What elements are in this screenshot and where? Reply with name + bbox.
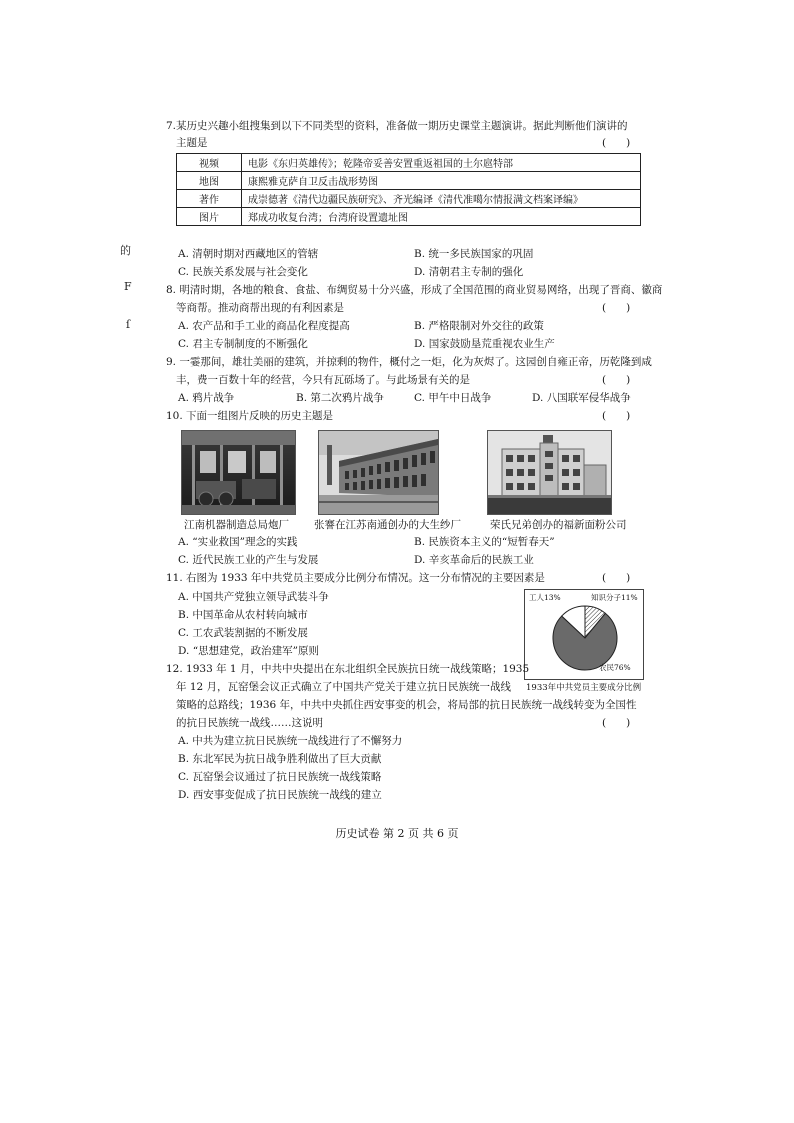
pie-slice-label: 工人13%	[529, 593, 561, 602]
q7-option-c: C. 民族关系发展与社会变化	[178, 266, 308, 278]
arsenal-factory-photo	[181, 430, 296, 515]
margin-mark: ſ	[126, 318, 131, 331]
margin-mark: F	[124, 280, 132, 293]
table-row	[177, 190, 641, 208]
pie-slice-label: 知识分子11%	[591, 593, 638, 602]
q9-option-a: A. 鸦片战争	[178, 392, 235, 404]
q12-line2: 年 12 月，瓦窑堡会议正式确立了中国共产党关于建立抗日民族统一战线	[176, 681, 512, 693]
q8-answer-paren: ( )	[602, 302, 631, 314]
q7-option-a: A. 清朝时期对西藏地区的管辖	[178, 248, 319, 260]
q8-stem-line1: 8. 明清时期，各地的粮食、食盐、布绸贸易十分兴盛，形成了全国范围的商业贸易网络，出现了晋商、徽商	[166, 284, 663, 296]
pie-slice-label: 农民76%	[599, 663, 631, 672]
fuxin-flour-mill-photo	[487, 430, 612, 515]
q10-answer-paren: ( )	[602, 410, 631, 422]
q12-line3: 策略的总路线；1936 年，中共中央抓住西安事变的机会，将局部的抗日民族统一战线转变为全国性	[176, 699, 637, 711]
q12-option-c: C. 瓦窑堡会议通过了抗日民族统一战线策略	[178, 771, 382, 783]
q8-option-a: A. 农产品和手工业的商品化程度提高	[178, 320, 350, 332]
photo-caption: 张謇在江苏南通创办的大生纱厂	[314, 519, 461, 531]
q7-option-d: D. 清朝君主专制的强化	[414, 266, 524, 278]
q7-stem-line2: 主题是	[176, 137, 208, 149]
q9-option-d: D. 八国联军侵华战争	[532, 392, 631, 404]
q8-option-c: C. 君主专制制度的不断强化	[178, 338, 308, 350]
q7-stem-line1: 7.某历史兴趣小组搜集到以下不同类型的资料，准备做一期历史课堂主题演讲。据此判断他们演讲的	[166, 120, 628, 132]
page-footer: 历史试卷 第 2 页 共 6 页	[335, 827, 459, 840]
table-cell-content: 郑成功收复台湾；台湾府设置遗址图	[242, 208, 641, 226]
q12-line4: 的抗日民族统一战线……这说明	[176, 717, 323, 729]
q7-material-table	[176, 153, 641, 226]
table-cell-type: 著作	[177, 190, 242, 208]
q10-option-a: A. “实业救国”理念的实践	[178, 536, 298, 548]
q8-option-d: D. 国家鼓励垦荒重视农业生产	[414, 338, 555, 350]
q11-option-c: C. 工农武装割据的不断发展	[178, 627, 308, 639]
table-cell-content: 电影《东归英雄传》；乾隆帝妥善安置重返祖国的土尔扈特部	[242, 154, 641, 172]
q9-stem-line2: 丰，费一百数十年的经营，今只有瓦砾场了。与此场景有关的是	[176, 374, 470, 386]
q9-answer-paren: ( )	[602, 374, 631, 386]
table-cell-type: 地图	[177, 172, 242, 190]
table-row	[177, 208, 641, 226]
photo-caption: 江南机器制造总局炮厂	[184, 519, 289, 531]
q12-option-d: D. 西安事变促成了抗日民族统一战线的建立	[178, 789, 382, 801]
table-row	[177, 172, 641, 190]
q9-stem-line1: 9. 一霎那间，雄壮美丽的建筑，并掠剩的物件，概付之一炬，化为灰烬了。这园创自雍正帝，历乾隆到咸	[166, 356, 652, 368]
q12-answer-paren: ( )	[602, 717, 631, 729]
q11-option-d: D. “思想建党，政治建军”原则	[178, 645, 319, 657]
table-cell-content: 康熙雅克萨自卫反击战形势图	[242, 172, 641, 190]
q9-option-b: B. 第二次鸦片战争	[296, 392, 384, 404]
dasheng-mill-photo	[318, 430, 439, 515]
q8-option-b: B. 严格限制对外交往的政策	[414, 320, 544, 332]
q10-stem: 10. 下面一组图片反映的历史主题是	[166, 410, 334, 422]
table-cell-type: 视频	[177, 154, 242, 172]
table-cell-content: 成崇德著《清代边疆民族研究》、齐光编译《清代准噶尔情报满文档案译编》	[242, 190, 641, 208]
q12-option-a: A. 中共为建立抗日民族统一战线进行了不懈努力	[178, 735, 403, 747]
q7-answer-paren: ( )	[602, 137, 631, 149]
q8-stem-line2: 等商帮。推动商帮出现的有利因素是	[176, 302, 344, 314]
q9-option-c: C. 甲午中日战争	[414, 392, 492, 404]
photo-caption: 荣氏兄弟创办的福新面粉公司	[490, 519, 627, 531]
table-cell-type: 图片	[177, 208, 242, 226]
q10-option-b: B. 民族资本主义的“短暂春天”	[414, 536, 555, 548]
q11-option-a: A. 中国共产党独立领导武装斗争	[178, 591, 329, 603]
party-member-pie-chart	[524, 589, 644, 680]
q7-option-b: B. 统一多民族国家的巩固	[414, 248, 534, 260]
margin-mark: 的	[120, 244, 131, 257]
table-row	[177, 154, 641, 172]
q11-option-b: B. 中国革命从农村转向城市	[178, 609, 308, 621]
q11-stem: 11. 右图为 1933 年中共党员主要成分比例分布情况。这一分布情况的主要因素是	[166, 572, 545, 584]
chart-title: 1933年中共党员主要成分比例	[526, 683, 642, 693]
q12-line1: 12. 1933 年 1 月，中共中央提出在东北组织全民族抗日统一战线策略；1935	[166, 663, 530, 675]
q10-option-d: D. 辛亥革命后的民族工业	[414, 554, 534, 566]
q10-option-c: C. 近代民族工业的产生与发展	[178, 554, 319, 566]
q12-option-b: B. 东北军民为抗日战争胜利做出了巨大贡献	[178, 753, 382, 765]
q11-answer-paren: ( )	[602, 572, 631, 584]
